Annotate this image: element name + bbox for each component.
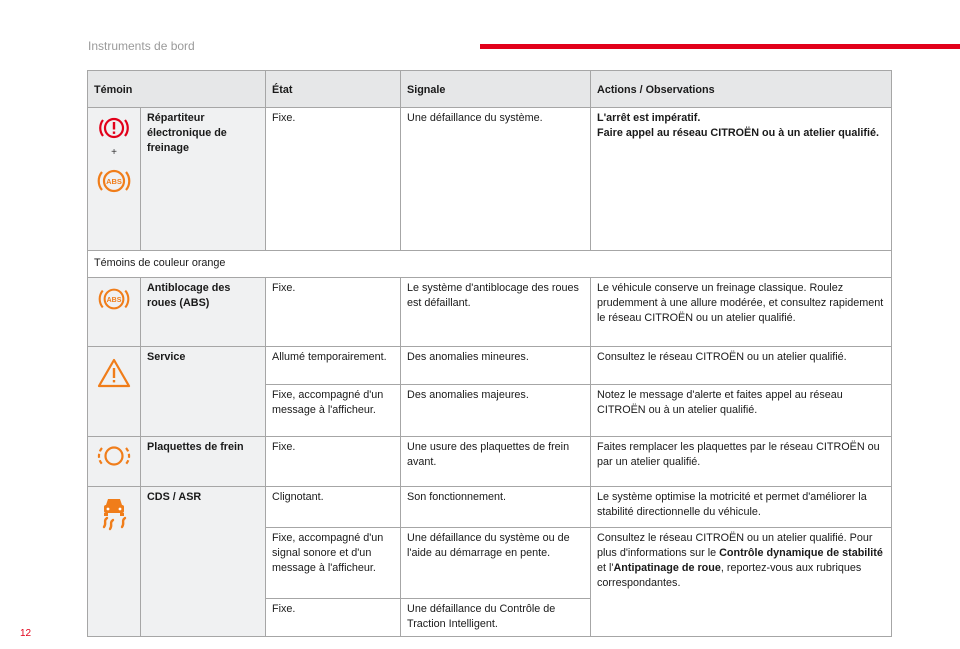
etat-cds-1: Clignotant. xyxy=(266,487,401,528)
svg-text:ABS: ABS xyxy=(106,296,122,304)
section-row-orange xyxy=(88,251,892,278)
signale-service-2: Des anomalies majeures. xyxy=(401,385,591,437)
header-etat: État xyxy=(266,71,401,108)
header-signale: Signale xyxy=(401,71,591,108)
etat-abs: Fixe. xyxy=(266,278,401,347)
svg-text:ABS: ABS xyxy=(106,177,122,186)
action-cds-2-text3: , reportez-vous aux rubriques correspondantes. xyxy=(597,562,862,589)
action-repartiteur-line2: Faire appel au réseau CITROËN ou à un atelier qualifié. xyxy=(597,127,880,139)
icon-cell-plaquettes xyxy=(88,437,141,487)
icon-cell-cds xyxy=(88,487,141,637)
service-warning-triangle-icon xyxy=(97,357,131,389)
name-cds: CDS / ASR xyxy=(141,487,266,637)
traction-control-skid-icon xyxy=(97,495,131,531)
name-service: Service xyxy=(141,347,266,437)
action-cds-2-text2: et l' xyxy=(597,562,614,574)
etat-service-1: Allumé temporairement. xyxy=(266,347,401,385)
signale-cds-3: Une défaillance du Contrôle de Traction Intelligent. xyxy=(401,599,591,637)
etat-cds-2: Fixe, accompagné d'un signal sonore et d'un message à l'afficheur. xyxy=(266,528,401,599)
brake-pads-icon xyxy=(97,443,131,469)
icon-cell-abs xyxy=(88,278,141,347)
section-title-orange: Témoins de couleur orange xyxy=(88,251,892,278)
action-service-2: Notez le message d'alerte et faites appel au réseau CITROËN ou à un atelier qualifié. xyxy=(591,385,892,437)
action-cds-2-text1: Consultez le réseau CITROËN ou un atelier qualifié. Pour plus d'informations sur le xyxy=(597,532,873,559)
action-cds-2 xyxy=(591,528,892,637)
name-abs: Antiblocage des roues (ABS) xyxy=(141,278,266,347)
name-repartiteur: Répartiteur électronique de freinage xyxy=(141,108,266,251)
table-row-service-1 xyxy=(88,347,892,385)
icon-cell-repartiteur xyxy=(88,108,141,251)
action-cds-1: Le système optimise la motricité et permet d'améliorer la stabilité directionnelle du véhicule. xyxy=(591,487,892,528)
action-plaquettes: Faites remplacer les plaquettes par le réseau CITROËN ou par un atelier qualifié. xyxy=(591,437,892,487)
abs-icon xyxy=(96,284,132,314)
action-service-1: Consultez le réseau CITROËN ou un atelier qualifié. xyxy=(591,347,892,385)
signale-cds-2: Une défaillance du système ou de l'aide au démarrage en pente. xyxy=(401,528,591,599)
table-row-repartiteur xyxy=(88,108,892,251)
page-number: 12 xyxy=(20,628,32,639)
abs-icon xyxy=(96,165,132,197)
table-row-abs xyxy=(88,278,892,347)
plus-sign: + xyxy=(111,147,117,158)
table-header-row xyxy=(88,71,892,108)
table-row-plaquettes xyxy=(88,437,892,487)
page-header-title: Instruments de bord xyxy=(88,39,195,53)
etat-service-2: Fixe, accompagné d'un message à l'afficheur. xyxy=(266,385,401,437)
signale-cds-1: Son fonctionnement. xyxy=(401,487,591,528)
etat-cds-3: Fixe. xyxy=(266,599,401,637)
etat-plaquettes: Fixe. xyxy=(266,437,401,487)
table-row-cds-1 xyxy=(88,487,892,528)
warning-lights-table xyxy=(87,70,892,637)
action-abs: Le véhicule conserve un freinage classique. Roulez prudemment à une allure modérée, et consultez rapidement le réseau CITROËN ou un atelier qualifié. xyxy=(591,278,892,347)
action-repartiteur xyxy=(591,108,892,251)
header-accent-bar xyxy=(480,44,960,49)
etat-repartiteur: Fixe. xyxy=(266,108,401,251)
header-temoin: Témoin xyxy=(88,71,266,108)
name-plaquettes: Plaquettes de frein xyxy=(141,437,266,487)
brake-warning-icon xyxy=(98,114,130,142)
signale-service-1: Des anomalies mineures. xyxy=(401,347,591,385)
signale-plaquettes: Une usure des plaquettes de frein avant. xyxy=(401,437,591,487)
action-repartiteur-line1: L'arrêt est impératif. xyxy=(597,112,701,124)
icon-cell-service xyxy=(88,347,141,437)
signale-abs: Le système d'antiblocage des roues est défaillant. xyxy=(401,278,591,347)
signale-repartiteur: Une défaillance du système. xyxy=(401,108,591,251)
header-actions: Actions / Observations xyxy=(591,71,892,108)
action-cds-2-bold2: Antipatinage de roue xyxy=(613,562,721,574)
action-cds-2-bold1: Contrôle dynamique de stabilité xyxy=(719,547,883,559)
